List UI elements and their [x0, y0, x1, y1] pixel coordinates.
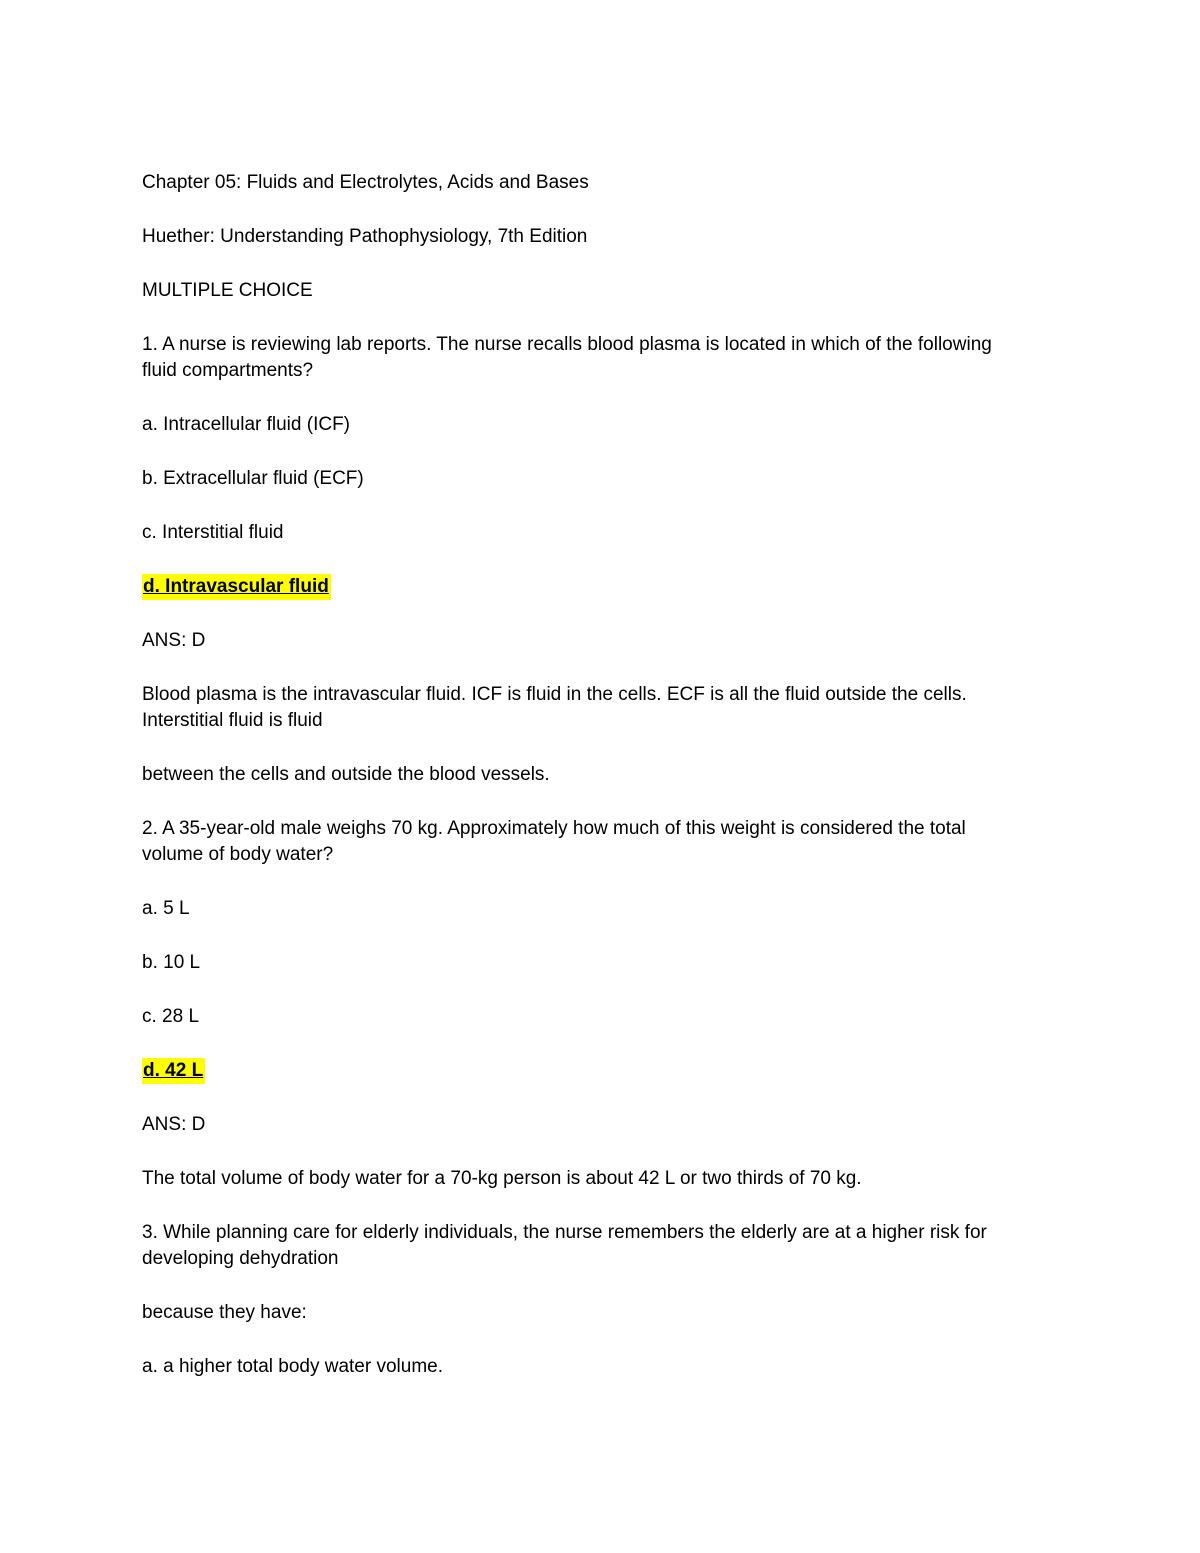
- question-2-option-d-correct: [142, 1058, 1042, 1084]
- question-2-stem-line-2: volume of body water?: [142, 844, 334, 865]
- question-1-answer: ANS: D: [142, 630, 206, 651]
- question-1-option-c: c. Interstitial fluid: [142, 522, 284, 543]
- question-1-option-d-correct: [142, 574, 1042, 600]
- question-1-option-b: b. Extracellular fluid (ECF): [142, 468, 364, 489]
- correct-answer-highlight: d. 42 L: [142, 1058, 205, 1084]
- question-2-rationale-line-1: The total volume of body water for a 70-kg person is about 42 L or two thirds of 70 kg.: [142, 1168, 862, 1189]
- question-3-stem-line-2: developing dehydration: [142, 1248, 339, 1269]
- question-3-option-a: a. a higher total body water volume.: [142, 1356, 444, 1377]
- question-2-option-c: c. 28 L: [142, 1006, 200, 1027]
- book-title: Huether: Understanding Pathophysiology, 7th Edition: [142, 226, 588, 247]
- question-2-option-a: a. 5 L: [142, 898, 190, 919]
- question-2-answer: ANS: D: [142, 1114, 206, 1135]
- question-1-rationale-line-3: between the cells and outside the blood vessels.: [142, 764, 550, 785]
- section-heading: MULTIPLE CHOICE: [142, 280, 313, 301]
- question-2-stem-line-1: 2. A 35-year-old male weighs 70 kg. Approximately how much of this weight is considered the total: [142, 818, 966, 839]
- question-1-rationale-line-1: Blood plasma is the intravascular fluid. ICF is fluid in the cells. ECF is all the fluid outside the cells.: [142, 684, 967, 705]
- question-3-stem-line-1: 3. While planning care for elderly individuals, the nurse remembers the elderly are at a higher risk for: [142, 1222, 987, 1243]
- question-1-rationale-line-2: Interstitial fluid is fluid: [142, 710, 323, 731]
- chapter-title: Chapter 05: Fluids and Electrolytes, Acids and Bases: [142, 172, 589, 193]
- question-1-stem-line-1: 1. A nurse is reviewing lab reports. The nurse recalls blood plasma is located in which of the following: [142, 334, 992, 355]
- question-2-option-b: b. 10 L: [142, 952, 201, 973]
- question-1-option-a: a. Intracellular fluid (ICF): [142, 414, 351, 435]
- correct-answer-highlight: d. Intravascular fluid: [142, 574, 331, 600]
- question-1-stem-line-2: fluid compartments?: [142, 360, 314, 381]
- question-3-stem-line-3: because they have:: [142, 1302, 307, 1323]
